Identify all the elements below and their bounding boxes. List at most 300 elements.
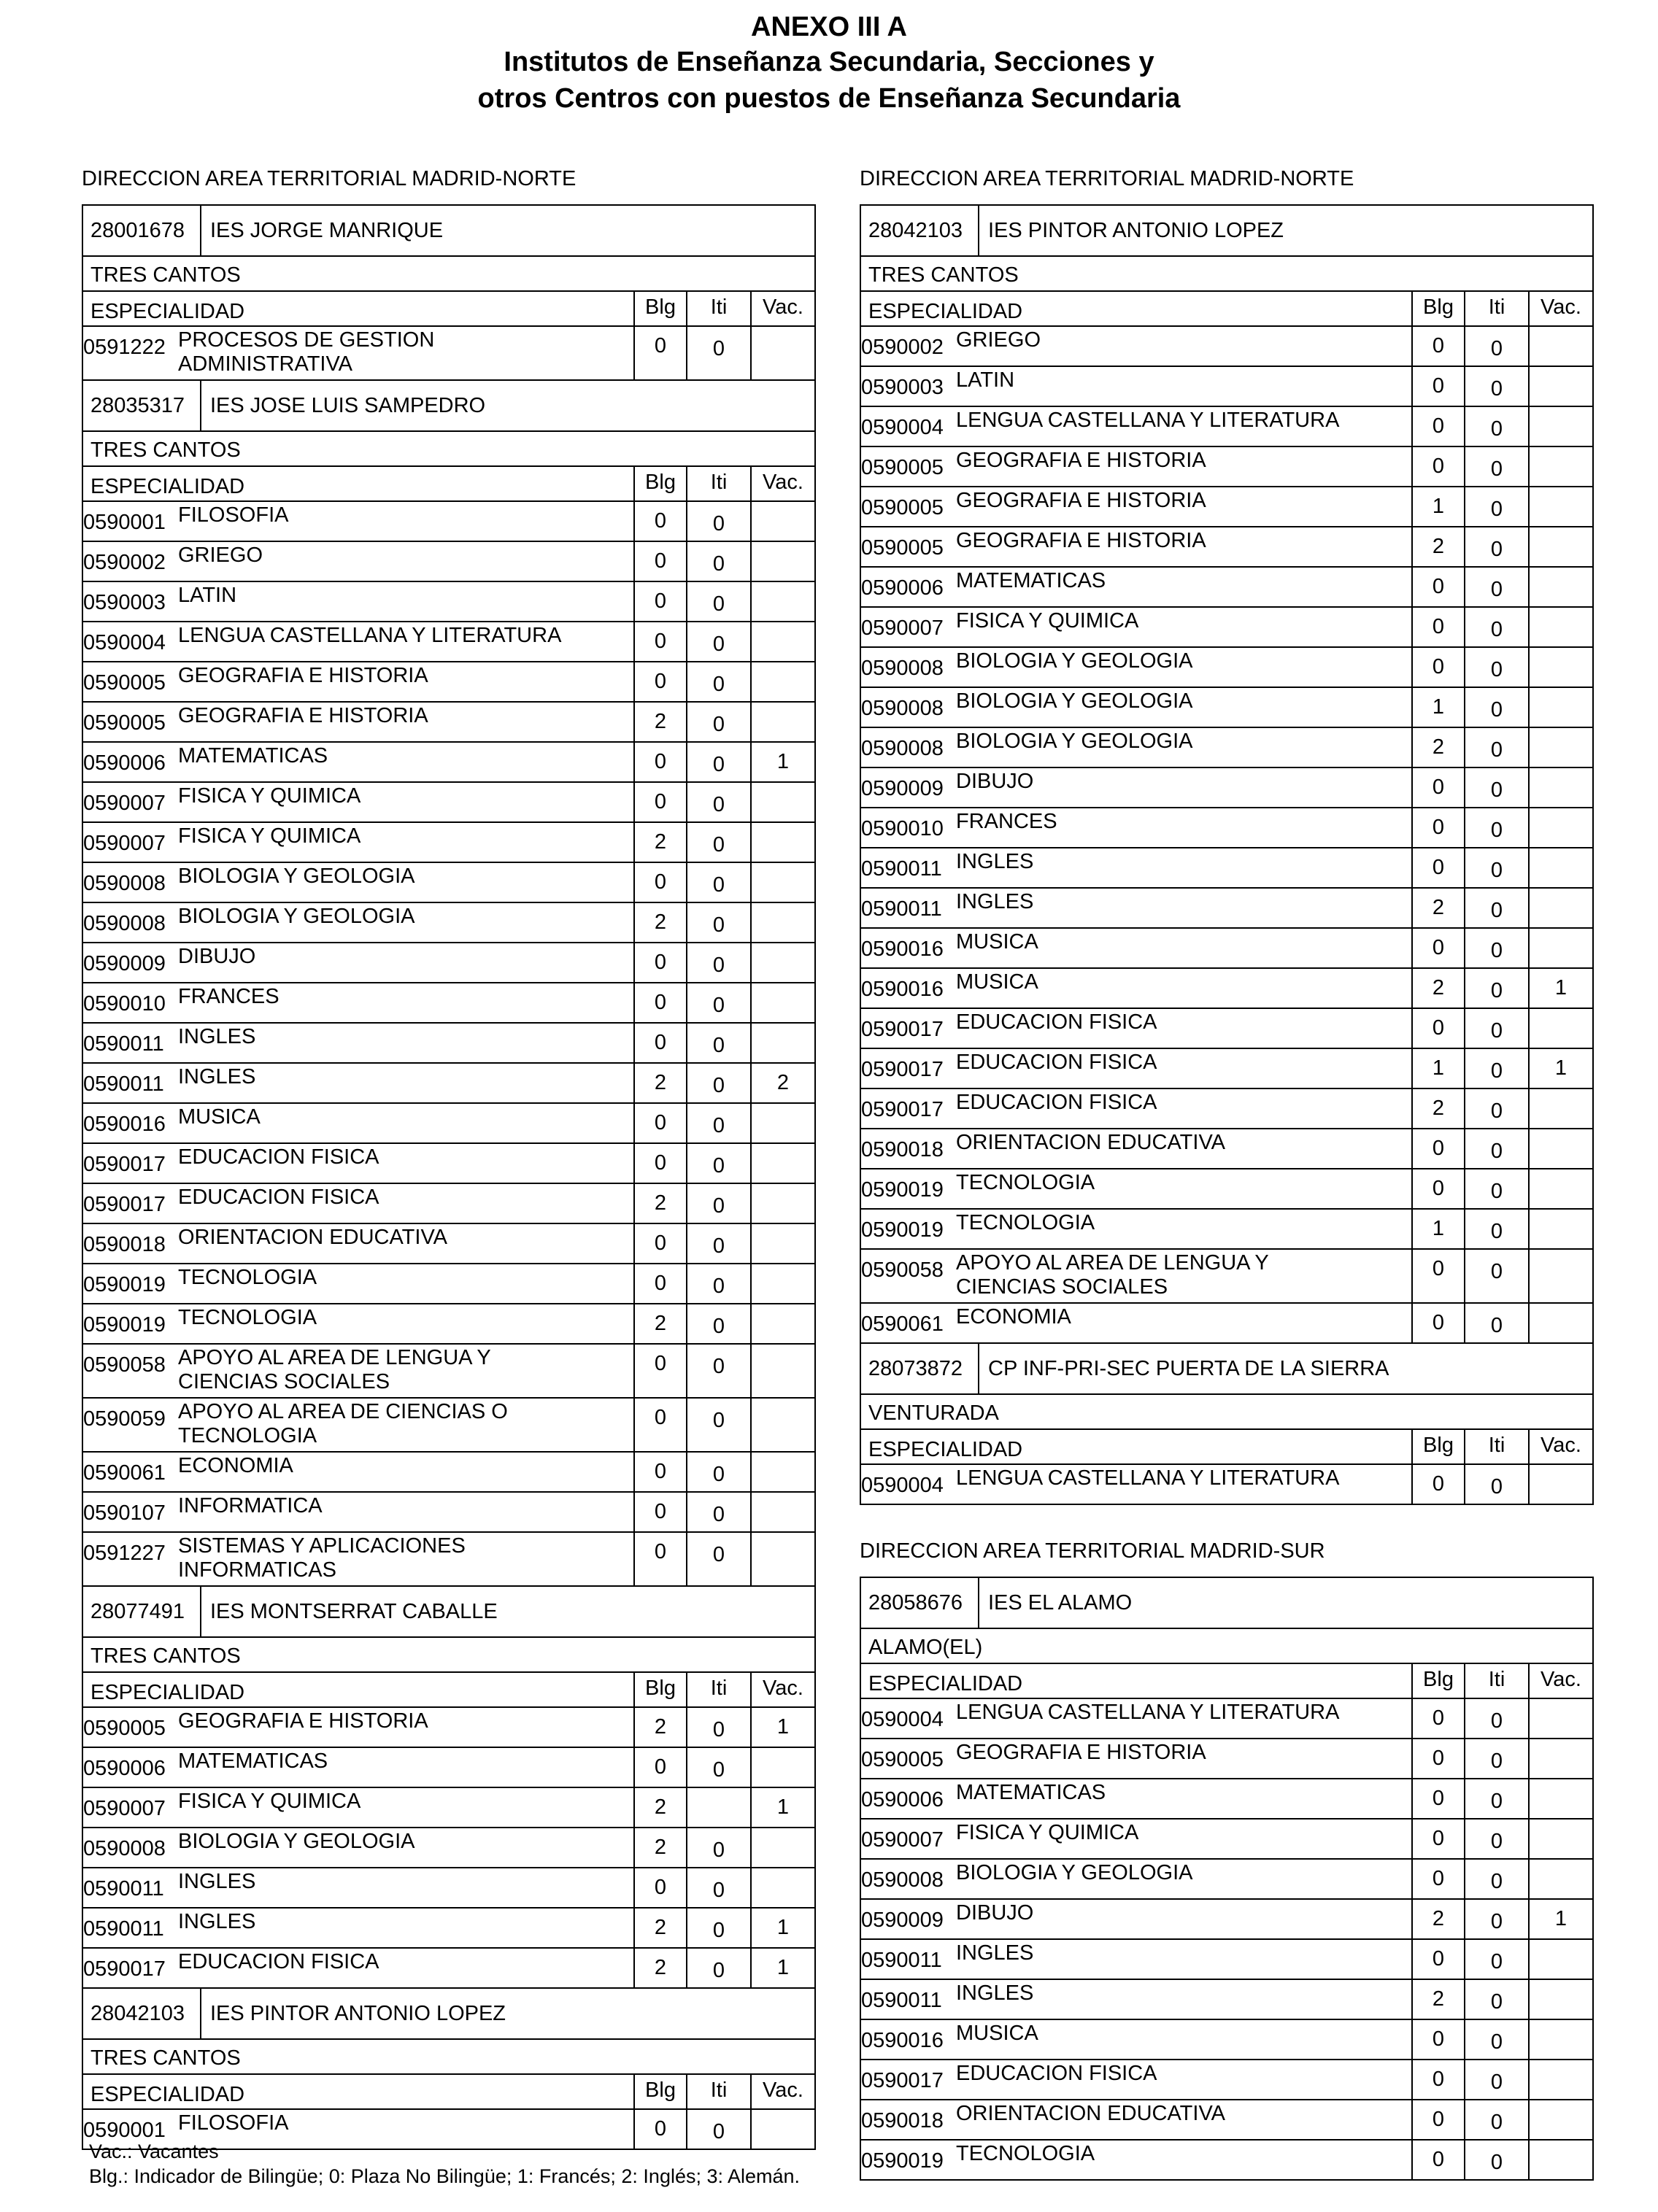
iti-value: 0 bbox=[686, 1064, 750, 1102]
specialty-name: FRANCES bbox=[178, 985, 279, 1008]
specialty-cell bbox=[83, 983, 633, 1022]
center-code: 28035317 bbox=[83, 381, 201, 430]
header-blg: Blg bbox=[633, 2075, 686, 2108]
center-header bbox=[83, 1989, 814, 2040]
iti-value: 0 bbox=[1464, 1304, 1528, 1342]
blg-value: 2 bbox=[633, 1184, 686, 1223]
center-locality: TRES CANTOS bbox=[861, 257, 1592, 292]
specialty-cell bbox=[83, 1024, 633, 1062]
vac-value bbox=[750, 502, 814, 541]
header-iti: Iti bbox=[686, 292, 750, 325]
specialty-code: 0590107 bbox=[83, 1501, 166, 1525]
specialty-code: 0590005 bbox=[861, 536, 944, 560]
center-header bbox=[83, 206, 814, 257]
footer-legend bbox=[89, 2139, 800, 2189]
specialty-cell bbox=[83, 542, 633, 581]
table-row bbox=[83, 1345, 814, 1399]
specialty-cell bbox=[861, 1210, 1411, 1248]
specialty-name: BIOLOGIA Y GEOLOGIA bbox=[178, 1830, 415, 1853]
vac-value bbox=[1528, 808, 1592, 847]
footer-line-2: Blg.: Indicador de Bilingüe; 0: Plaza No Bilingüe; 1: Francés; 2: Inglés; 3: Alemán. bbox=[89, 2165, 801, 2187]
blg-value: 0 bbox=[1411, 407, 1464, 446]
center-header bbox=[861, 206, 1592, 257]
table-row bbox=[861, 1739, 1592, 1779]
iti-value: 0 bbox=[686, 1345, 750, 1397]
blg-value: 0 bbox=[633, 542, 686, 581]
centers-table bbox=[82, 204, 816, 2150]
header-vac: Vac. bbox=[1528, 292, 1592, 325]
table-row bbox=[861, 1465, 1592, 1504]
specialty-name: GEOGRAFIA E HISTORIA bbox=[178, 1709, 428, 1733]
table-row bbox=[83, 823, 814, 863]
table-row bbox=[861, 367, 1592, 407]
center-name: IES JORGE MANRIQUE bbox=[210, 218, 444, 242]
vac-value bbox=[750, 1104, 814, 1142]
vac-value bbox=[1528, 1129, 1592, 1168]
specialty-cell bbox=[861, 327, 1411, 366]
table-row bbox=[861, 1900, 1592, 1940]
table-row bbox=[83, 662, 814, 703]
center-locality: TRES CANTOS bbox=[83, 432, 814, 467]
vac-value bbox=[1528, 2020, 1592, 2059]
iti-value: 0 bbox=[1464, 1940, 1528, 1979]
title-line-2: Institutos de Enseñanza Secundaria, Secciones y bbox=[504, 47, 1154, 77]
specialty-cell bbox=[861, 1940, 1411, 1979]
specialty-code: 0590006 bbox=[861, 1788, 944, 1811]
center-code: 28042103 bbox=[861, 206, 979, 255]
specialty-code: 0590004 bbox=[861, 1474, 944, 1497]
table-row bbox=[83, 903, 814, 943]
table-row bbox=[83, 1453, 814, 1493]
specialty-cell bbox=[861, 2020, 1411, 2059]
blg-value: 0 bbox=[1411, 808, 1464, 847]
blg-value: 0 bbox=[1411, 1009, 1464, 1048]
specialty-code: 0590019 bbox=[83, 1273, 166, 1296]
table-row bbox=[83, 1909, 814, 1949]
blg-value: 0 bbox=[633, 943, 686, 982]
iti-value: 0 bbox=[1464, 2020, 1528, 2059]
specialty-code: 0590011 bbox=[83, 1032, 164, 1056]
center-code: 28058676 bbox=[861, 1578, 979, 1628]
table-row bbox=[83, 1748, 814, 1788]
specialty-name: ORIENTACION EDUCATIVA bbox=[956, 1131, 1225, 1154]
iti-value: 0 bbox=[1464, 1699, 1528, 1738]
iti-value: 0 bbox=[1464, 848, 1528, 887]
vac-value bbox=[1528, 2141, 1592, 2179]
specialty-code: 0590019 bbox=[861, 2149, 944, 2173]
specialty-cell bbox=[861, 1779, 1411, 1818]
specialty-name: MATEMATICAS bbox=[178, 744, 328, 767]
iti-value: 0 bbox=[1464, 728, 1528, 767]
specialty-cell bbox=[861, 648, 1411, 687]
blg-value: 0 bbox=[633, 1748, 686, 1787]
iti-value: 0 bbox=[686, 662, 750, 701]
center-code: 28001678 bbox=[83, 206, 201, 255]
blg-value: 2 bbox=[1411, 728, 1464, 767]
specialty-name: ECONOMIA bbox=[956, 1305, 1071, 1329]
specialty-code: 0590019 bbox=[861, 1178, 944, 1202]
table-row bbox=[861, 407, 1592, 447]
vac-value bbox=[750, 1748, 814, 1787]
center-header bbox=[861, 1344, 1592, 1395]
specialty-code: 0590009 bbox=[861, 777, 944, 800]
table-row bbox=[83, 327, 814, 381]
blg-value: 0 bbox=[1411, 2020, 1464, 2059]
specialty-cell bbox=[83, 1828, 633, 1867]
iti-value: 0 bbox=[686, 582, 750, 621]
iti-value: 0 bbox=[686, 1304, 750, 1343]
blg-value: 0 bbox=[1411, 327, 1464, 366]
specialty-name: TECNOLOGIA bbox=[956, 2142, 1095, 2165]
specialty-code: 0590008 bbox=[83, 872, 166, 895]
center-name: IES JOSE LUIS SAMPEDRO bbox=[210, 393, 486, 417]
blg-value: 2 bbox=[1411, 969, 1464, 1008]
specialty-code: 0590006 bbox=[83, 751, 166, 775]
specialty-name: EDUCACION FISICA bbox=[956, 2062, 1157, 2085]
specialty-name: LATIN bbox=[956, 368, 1015, 392]
vac-value bbox=[750, 703, 814, 741]
vac-value bbox=[750, 582, 814, 621]
table-row bbox=[861, 447, 1592, 487]
header-vac: Vac. bbox=[1528, 1430, 1592, 1463]
specialty-code: 0590002 bbox=[861, 336, 944, 359]
specialty-name: GEOGRAFIA E HISTORIA bbox=[178, 664, 428, 687]
center-code: 28073872 bbox=[861, 1344, 979, 1393]
header-vac: Vac. bbox=[750, 292, 814, 325]
blg-value: 2 bbox=[633, 1304, 686, 1343]
header-blg: Blg bbox=[1411, 1430, 1464, 1463]
blg-value: 2 bbox=[1411, 1089, 1464, 1128]
iti-value: 0 bbox=[1464, 648, 1528, 687]
specialty-cell bbox=[861, 2141, 1411, 2179]
specialty-code: 0590001 bbox=[83, 511, 166, 534]
specialty-code: 0590016 bbox=[861, 937, 944, 961]
vac-value bbox=[750, 1868, 814, 1907]
iti-value: 0 bbox=[1464, 808, 1528, 847]
blg-value: 2 bbox=[1411, 1900, 1464, 1938]
vac-value bbox=[1528, 2060, 1592, 2099]
blg-value: 2 bbox=[633, 1708, 686, 1747]
vac-value: 1 bbox=[750, 1909, 814, 1947]
iti-value: 0 bbox=[1464, 768, 1528, 807]
blg-value: 0 bbox=[633, 1453, 686, 1491]
specialty-name: GEOGRAFIA E HISTORIA bbox=[956, 529, 1206, 552]
right-column bbox=[860, 162, 1594, 2181]
vac-value bbox=[750, 1493, 814, 1531]
specialty-code: 0590005 bbox=[861, 456, 944, 479]
table-row bbox=[861, 568, 1592, 608]
vac-value bbox=[750, 622, 814, 661]
blg-value: 0 bbox=[633, 1224, 686, 1263]
table-row bbox=[861, 2020, 1592, 2060]
table-row bbox=[83, 783, 814, 823]
specialty-cell bbox=[83, 1748, 633, 1787]
blg-value: 2 bbox=[633, 823, 686, 862]
table-row bbox=[83, 1788, 814, 1828]
vac-value bbox=[750, 1264, 814, 1303]
table-row bbox=[861, 889, 1592, 929]
blg-value: 0 bbox=[633, 582, 686, 621]
specialty-name: LENGUA CASTELLANA Y LITERATURA bbox=[956, 1466, 1340, 1490]
blg-value: 0 bbox=[1411, 648, 1464, 687]
iti-value: 0 bbox=[1464, 1465, 1528, 1504]
iti-value: 0 bbox=[686, 1708, 750, 1747]
blg-value: 0 bbox=[1411, 768, 1464, 807]
iti-value: 0 bbox=[686, 542, 750, 581]
vac-value bbox=[1528, 407, 1592, 446]
specialty-code: 0590008 bbox=[861, 697, 944, 720]
specialty-code: 0590011 bbox=[861, 897, 942, 921]
blg-value: 0 bbox=[633, 502, 686, 541]
specialty-name: MUSICA bbox=[956, 2022, 1038, 2045]
specialty-name: LENGUA CASTELLANA Y LITERATURA bbox=[178, 624, 562, 647]
specialty-name: DIBUJO bbox=[178, 945, 256, 968]
table-row bbox=[861, 2141, 1592, 2179]
specialty-code: 0590058 bbox=[83, 1353, 166, 1377]
specialty-code: 0590010 bbox=[861, 817, 944, 840]
iti-value: 0 bbox=[1464, 1250, 1528, 1302]
table-row bbox=[83, 1868, 814, 1909]
vac-value bbox=[1528, 1940, 1592, 1979]
title-line-3: otros Centros con puestos de Enseñanza Secundaria bbox=[477, 83, 1181, 114]
blg-value: 2 bbox=[1411, 527, 1464, 566]
iti-value: 0 bbox=[1464, 367, 1528, 406]
iti-value: 0 bbox=[1464, 527, 1528, 566]
iti-value: 0 bbox=[686, 983, 750, 1022]
specialty-code: 0590017 bbox=[83, 1193, 166, 1216]
header-blg: Blg bbox=[633, 292, 686, 325]
vac-value: 1 bbox=[750, 743, 814, 781]
specialty-name: INGLES bbox=[956, 1941, 1034, 1965]
specialty-cell bbox=[83, 1104, 633, 1142]
specialty-name: LATIN bbox=[178, 584, 237, 607]
table-row bbox=[861, 1089, 1592, 1129]
vac-value bbox=[750, 1533, 814, 1585]
specialty-name: EDUCACION FISICA bbox=[956, 1051, 1157, 1074]
specialty-code: 0590002 bbox=[83, 551, 166, 574]
table-row bbox=[861, 1940, 1592, 1980]
specialty-code: 0590008 bbox=[861, 737, 944, 760]
specialty-code: 0590003 bbox=[861, 376, 944, 399]
iti-value: 0 bbox=[1464, 1860, 1528, 1898]
table-row bbox=[861, 1210, 1592, 1250]
specialty-cell bbox=[83, 662, 633, 701]
specialty-code: 0590007 bbox=[83, 792, 166, 815]
blg-value: 0 bbox=[633, 1104, 686, 1142]
vac-value bbox=[750, 1828, 814, 1867]
blg-value: 0 bbox=[1411, 367, 1464, 406]
specialty-name: MUSICA bbox=[956, 930, 1038, 954]
specialty-cell bbox=[83, 943, 633, 982]
center-name: IES PINTOR ANTONIO LOPEZ bbox=[988, 218, 1284, 242]
iti-value: 0 bbox=[686, 1748, 750, 1787]
header-especialidad: ESPECIALIDAD bbox=[90, 2083, 245, 2106]
center-locality: ALAMO(EL) bbox=[861, 1629, 1592, 1664]
blg-value: 0 bbox=[1411, 848, 1464, 887]
table-header bbox=[83, 2075, 814, 2110]
iti-value: 0 bbox=[1464, 1009, 1528, 1048]
specialty-code: 0590004 bbox=[861, 416, 944, 439]
vac-value bbox=[1528, 367, 1592, 406]
specialty-name: FISICA Y QUIMICA bbox=[178, 824, 361, 848]
blg-value: 2 bbox=[633, 1788, 686, 1827]
specialty-code: 0590017 bbox=[861, 1018, 944, 1041]
specialty-name: BIOLOGIA Y GEOLOGIA bbox=[956, 730, 1193, 753]
specialty-cell bbox=[83, 1949, 633, 1987]
specialty-name: TECNOLOGIA bbox=[178, 1266, 317, 1289]
vac-value bbox=[1528, 1304, 1592, 1342]
table-header bbox=[861, 1664, 1592, 1699]
specialty-name: GEOGRAFIA E HISTORIA bbox=[178, 704, 428, 727]
vac-value bbox=[1528, 327, 1592, 366]
vac-value bbox=[1528, 768, 1592, 807]
center-header bbox=[861, 1578, 1592, 1629]
table-row bbox=[861, 1129, 1592, 1169]
vac-value bbox=[750, 1224, 814, 1263]
specialty-name: INGLES bbox=[178, 1910, 256, 1933]
table-row bbox=[83, 1949, 814, 1989]
specialty-cell bbox=[83, 703, 633, 741]
iti-value: 0 bbox=[1464, 1739, 1528, 1778]
table-row bbox=[861, 648, 1592, 688]
blg-value: 0 bbox=[633, 1399, 686, 1451]
blg-value: 0 bbox=[633, 1533, 686, 1585]
iti-value: 0 bbox=[686, 502, 750, 541]
center-locality: TRES CANTOS bbox=[83, 1638, 814, 1673]
specialty-cell bbox=[83, 1224, 633, 1263]
iti-value: 0 bbox=[686, 1184, 750, 1223]
center-name: IES PINTOR ANTONIO LOPEZ bbox=[210, 2001, 506, 2025]
specialty-name: PROCESOS DE GESTION ADMINISTRATIVA bbox=[178, 328, 435, 376]
vac-value bbox=[750, 823, 814, 862]
center-name: CP INF-PRI-SEC PUERTA DE LA SIERRA bbox=[988, 1356, 1389, 1380]
blg-value: 0 bbox=[1411, 1779, 1464, 1818]
table-row bbox=[83, 1264, 814, 1304]
iti-value: 0 bbox=[1464, 568, 1528, 606]
specialty-code: 0590017 bbox=[83, 1153, 166, 1176]
iti-value: 0 bbox=[1464, 969, 1528, 1008]
specialty-code: 0590018 bbox=[83, 1233, 166, 1256]
specialty-cell bbox=[83, 743, 633, 781]
table-row bbox=[83, 1708, 814, 1748]
specialty-name: FILOSOFIA bbox=[178, 503, 289, 527]
header-especialidad: ESPECIALIDAD bbox=[868, 300, 1023, 323]
table-row bbox=[861, 1820, 1592, 1860]
iti-value: 0 bbox=[1464, 1210, 1528, 1248]
specialty-code: 0590019 bbox=[861, 1218, 944, 1242]
vac-value bbox=[1528, 608, 1592, 646]
iti-value: 0 bbox=[1464, 1049, 1528, 1088]
blg-value: 0 bbox=[633, 622, 686, 661]
specialty-code: 0590008 bbox=[83, 912, 166, 935]
vac-value bbox=[1528, 1779, 1592, 1818]
specialty-name: MUSICA bbox=[956, 970, 1038, 994]
table-row bbox=[861, 848, 1592, 889]
specialty-name: DIBUJO bbox=[956, 770, 1034, 793]
specialty-code: 0590007 bbox=[83, 1797, 166, 1820]
vac-value bbox=[750, 662, 814, 701]
specialty-cell bbox=[861, 1129, 1411, 1168]
table-row bbox=[861, 2100, 1592, 2141]
specialty-name: INGLES bbox=[178, 1065, 256, 1088]
blg-value: 2 bbox=[633, 1064, 686, 1102]
table-row bbox=[861, 1860, 1592, 1900]
specialty-name: GEOGRAFIA E HISTORIA bbox=[956, 489, 1206, 512]
specialty-cell bbox=[83, 1144, 633, 1183]
vac-value bbox=[750, 327, 814, 379]
table-row bbox=[83, 622, 814, 662]
specialty-code: 0590011 bbox=[83, 1877, 164, 1900]
header-especialidad: ESPECIALIDAD bbox=[90, 1681, 245, 1704]
specialty-name: ECONOMIA bbox=[178, 1454, 293, 1477]
vac-value: 1 bbox=[1528, 1049, 1592, 1088]
vac-value bbox=[750, 1453, 814, 1491]
specialty-name: GEOGRAFIA E HISTORIA bbox=[956, 1741, 1206, 1764]
vac-value bbox=[1528, 1250, 1592, 1302]
center-name: IES EL ALAMO bbox=[988, 1590, 1133, 1614]
blg-value: 0 bbox=[1411, 568, 1464, 606]
vac-value bbox=[1528, 1860, 1592, 1898]
blg-value: 0 bbox=[633, 1345, 686, 1397]
specialty-cell bbox=[861, 889, 1411, 927]
specialty-cell bbox=[861, 2100, 1411, 2139]
blg-value: 2 bbox=[1411, 1980, 1464, 2019]
specialty-cell bbox=[83, 1533, 633, 1585]
vac-value bbox=[1528, 1089, 1592, 1128]
center-locality: TRES CANTOS bbox=[83, 257, 814, 292]
specialty-cell bbox=[83, 1788, 633, 1827]
header-blg: Blg bbox=[1411, 292, 1464, 325]
specialty-name: INGLES bbox=[956, 890, 1034, 913]
table-row bbox=[861, 1779, 1592, 1820]
specialty-name: FISICA Y QUIMICA bbox=[956, 1821, 1139, 1844]
vac-value bbox=[1528, 527, 1592, 566]
specialty-name: FISICA Y QUIMICA bbox=[956, 609, 1139, 633]
specialty-name: INGLES bbox=[178, 1025, 256, 1048]
iti-value: 0 bbox=[686, 1493, 750, 1531]
blg-value: 0 bbox=[1411, 1169, 1464, 1208]
vac-value bbox=[1528, 1980, 1592, 2019]
specialty-name: FILOSOFIA bbox=[178, 2111, 289, 2135]
iti-value: 0 bbox=[686, 327, 750, 379]
center-header bbox=[83, 381, 814, 432]
table-row bbox=[83, 1304, 814, 1345]
center-header bbox=[83, 1587, 814, 1638]
specialty-name: EDUCACION FISICA bbox=[956, 1010, 1157, 1034]
vac-value bbox=[750, 1304, 814, 1343]
specialty-cell bbox=[861, 2060, 1411, 2099]
specialty-code: 0590018 bbox=[861, 1138, 944, 1161]
blg-value: 2 bbox=[1411, 889, 1464, 927]
specialty-cell bbox=[861, 1465, 1411, 1504]
vac-value: 1 bbox=[750, 1708, 814, 1747]
blg-value: 0 bbox=[1411, 1699, 1464, 1738]
table-row bbox=[83, 943, 814, 983]
specialty-code: 0590061 bbox=[83, 1461, 166, 1485]
specialty-code: 0590011 bbox=[83, 1072, 164, 1096]
table-header bbox=[861, 292, 1592, 327]
blg-value: 0 bbox=[1411, 2100, 1464, 2139]
specialty-name: GEOGRAFIA E HISTORIA bbox=[956, 449, 1206, 472]
table-row bbox=[861, 1009, 1592, 1049]
specialty-name: INFORMATICA bbox=[178, 1494, 323, 1517]
specialty-name: EDUCACION FISICA bbox=[956, 1091, 1157, 1114]
iti-value: 0 bbox=[686, 1533, 750, 1585]
specialty-name: BIOLOGIA Y GEOLOGIA bbox=[956, 649, 1193, 673]
centers-table bbox=[860, 1577, 1594, 2181]
iti-value: 0 bbox=[686, 863, 750, 902]
table-row bbox=[83, 863, 814, 903]
